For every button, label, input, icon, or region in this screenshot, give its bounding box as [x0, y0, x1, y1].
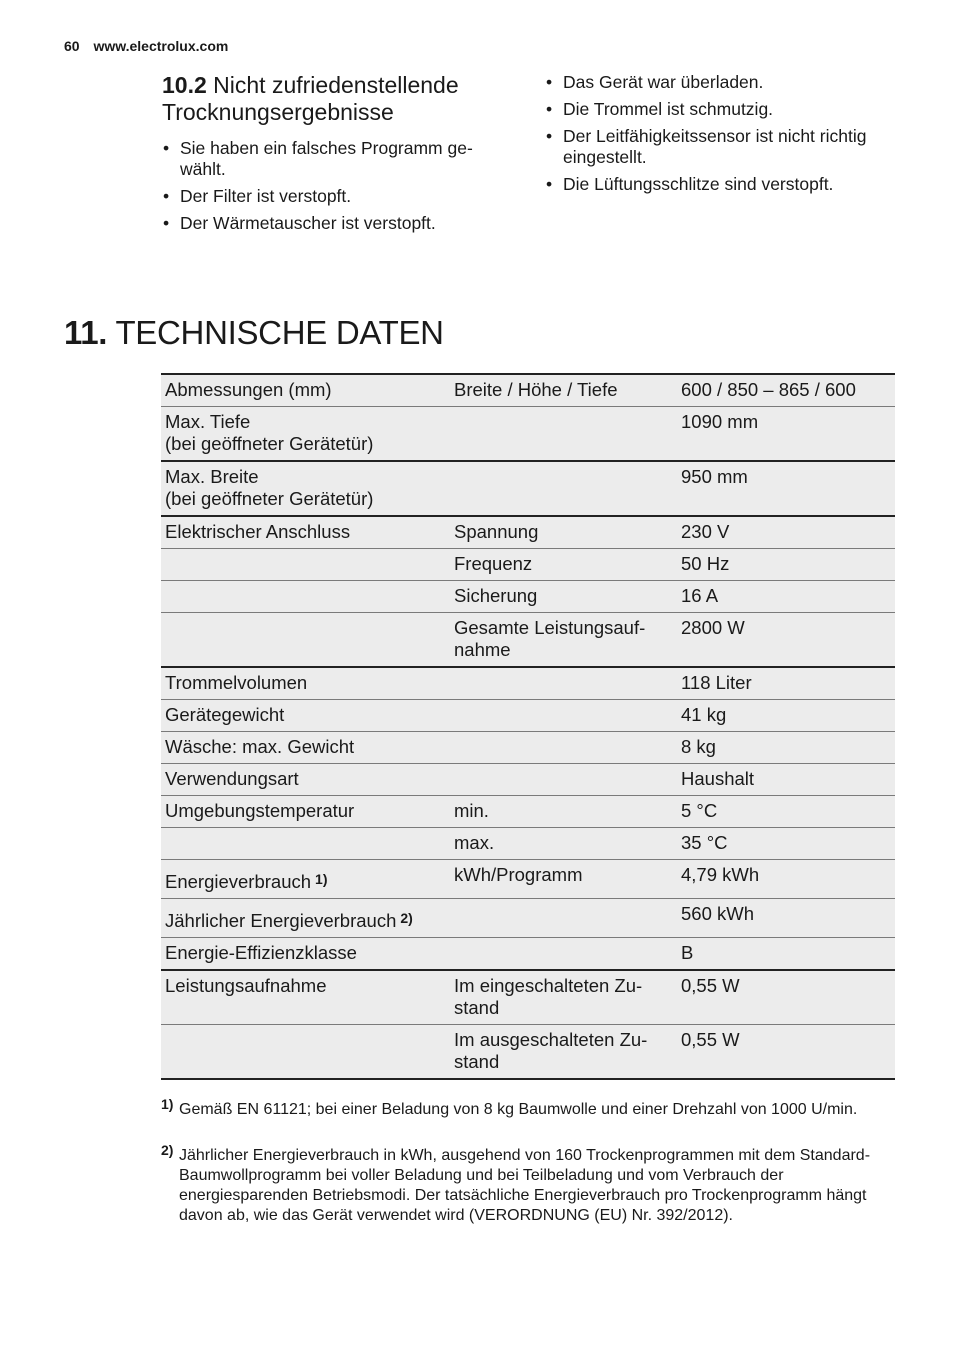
cell-line: (bei geöffneter Gerätetür)	[165, 433, 374, 454]
table-cell: Spannung	[450, 516, 677, 549]
table-row	[161, 764, 895, 796]
table-row	[161, 1025, 895, 1080]
table-row	[161, 899, 895, 938]
section-11-title: TECHNISCHE DATEN	[115, 314, 444, 351]
table-cell: Trommelvolumen	[161, 667, 450, 700]
table-cell	[161, 407, 450, 462]
table-cell	[450, 899, 677, 938]
list-item: • Die Trommel ist schmutzig.	[545, 99, 905, 120]
table-cell: 1090 mm	[677, 407, 895, 462]
list-item: • Die Lüftungsschlitze sind verstopft.	[545, 174, 905, 195]
table-cell	[161, 899, 450, 938]
table-cell	[161, 461, 450, 516]
table-cell: max.	[450, 828, 677, 860]
table-cell: Abmessungen (mm)	[161, 374, 450, 407]
table-cell: Gerätegewicht	[161, 700, 450, 732]
table-cell	[450, 667, 677, 700]
right-bullet-column	[545, 72, 905, 201]
footnote-1	[161, 1096, 896, 1120]
footnote-2	[161, 1142, 896, 1226]
table-cell: 0,55 W	[677, 970, 895, 1025]
table-cell	[161, 860, 450, 899]
cell-line: (bei geöffneter Gerätetür)	[165, 488, 374, 509]
table-cell: Breite / Höhe / Tiefe	[450, 374, 677, 407]
list-item: • Das Gerät war überladen.	[545, 72, 905, 93]
table-row	[161, 516, 895, 549]
table-cell: 950 mm	[677, 461, 895, 516]
page-header	[64, 38, 228, 54]
table-cell	[161, 828, 450, 860]
table-cell: B	[677, 938, 895, 971]
table-cell: 560 kWh	[677, 899, 895, 938]
section-10-2	[162, 72, 507, 240]
footnote-mark: 2)	[161, 1142, 174, 1158]
footnote-text: Jährlicher Energieverbrauch in kWh, ausgehend von 160 Trockenprogrammen mit dem Standard-Baumwollprogramm bei voller Beladung und bei Teilbeladung und vom Verbrauch der energiesparenden Betriebsmodi. Der tatsächliche Energieverbrauch pro Trockenprogramm hängt davon ab, wie das Gerät verwendet wird (VERORDNUNG (EU) Nr. 392/2012).	[179, 1147, 871, 1224]
table-row	[161, 549, 895, 581]
table-row	[161, 407, 895, 462]
section-10-2-title: Nicht zufriedenstellende Trocknungsergebnisse	[162, 72, 459, 125]
table-cell: Gesamte Leistungsauf-nahme	[450, 613, 677, 668]
table-cell	[161, 549, 450, 581]
section-11-number: 11.	[64, 314, 108, 351]
table-cell	[161, 581, 450, 613]
table-cell: 5 °C	[677, 796, 895, 828]
table-cell	[450, 764, 677, 796]
table-cell: Umgebungstemperatur	[161, 796, 450, 828]
table-cell: 230 V	[677, 516, 895, 549]
list-item: • Der Wärmetauscher ist verstopft.	[162, 213, 507, 234]
table-cell: 600 / 850 – 865 / 600	[677, 374, 895, 407]
table-row	[161, 970, 895, 1025]
table-cell: 16 A	[677, 581, 895, 613]
table-cell: Sicherung	[450, 581, 677, 613]
footnote-mark: 1)	[161, 1096, 174, 1112]
table-row	[161, 828, 895, 860]
table-cell: Verwendungsart	[161, 764, 450, 796]
table-cell: 50 Hz	[677, 549, 895, 581]
table-cell: kWh/Programm	[450, 860, 677, 899]
table-cell	[450, 938, 677, 971]
section-10-2-heading	[162, 72, 507, 126]
table-cell: 2800 W	[677, 613, 895, 668]
table-cell: Leistungsaufnahme	[161, 970, 450, 1025]
cell-line: Max. Tiefe	[165, 411, 251, 432]
table-row	[161, 667, 895, 700]
table-cell: Elektrischer Anschluss	[161, 516, 450, 549]
table-cell: Im ausgeschalteten Zu-stand	[450, 1025, 677, 1080]
table-cell: Frequenz	[450, 549, 677, 581]
table-cell	[450, 461, 677, 516]
table-row	[161, 581, 895, 613]
table-row	[161, 461, 895, 516]
technical-data-table	[161, 373, 895, 1080]
table-row	[161, 796, 895, 828]
table-cell: 0,55 W	[677, 1025, 895, 1080]
footnote-ref: 1)	[315, 871, 328, 887]
table-cell: 35 °C	[677, 828, 895, 860]
left-bullet-list	[162, 138, 507, 234]
list-item: • Sie haben ein falsches Programm ge-wählt.	[162, 138, 507, 180]
footnote-ref: 2)	[400, 910, 413, 926]
cell-label: Jährlicher Energieverbrauch	[165, 910, 397, 931]
section-11-heading	[64, 314, 444, 352]
table-cell: 118 Liter	[677, 667, 895, 700]
table-cell: Energie-Effizienzklasse	[161, 938, 450, 971]
table-cell	[450, 407, 677, 462]
right-bullet-list	[545, 72, 905, 195]
cell-line: Max. Breite	[165, 466, 259, 487]
table-cell: Wäsche: max. Gewicht	[161, 732, 450, 764]
table-cell	[450, 700, 677, 732]
table-row	[161, 374, 895, 407]
table-cell: 41 kg	[677, 700, 895, 732]
table-cell	[161, 613, 450, 668]
list-item: • Der Leitfähigkeitssensor ist nicht richtig eingestellt.	[545, 126, 905, 168]
table-row	[161, 860, 895, 899]
cell-label: Energieverbrauch	[165, 871, 312, 892]
section-10-2-number: 10.2	[162, 72, 207, 98]
table-cell	[450, 732, 677, 764]
table-row	[161, 613, 895, 668]
page-number: 60	[64, 38, 80, 54]
table-row	[161, 938, 895, 971]
footnote-text: Gemäß EN 61121; bei einer Beladung von 8 kg Baumwolle und einer Drehzahl von 1000 U/min.	[179, 1101, 858, 1118]
table-cell: Haushalt	[677, 764, 895, 796]
table-cell: 4,79 kWh	[677, 860, 895, 899]
table-cell: min.	[450, 796, 677, 828]
table-cell	[161, 1025, 450, 1080]
table-cell: Im eingeschalteten Zu-stand	[450, 970, 677, 1025]
website-link[interactable]: www.electrolux.com	[93, 38, 229, 54]
table-row	[161, 732, 895, 764]
table-cell: 8 kg	[677, 732, 895, 764]
list-item: • Der Filter ist verstopft.	[162, 186, 507, 207]
table-row	[161, 700, 895, 732]
